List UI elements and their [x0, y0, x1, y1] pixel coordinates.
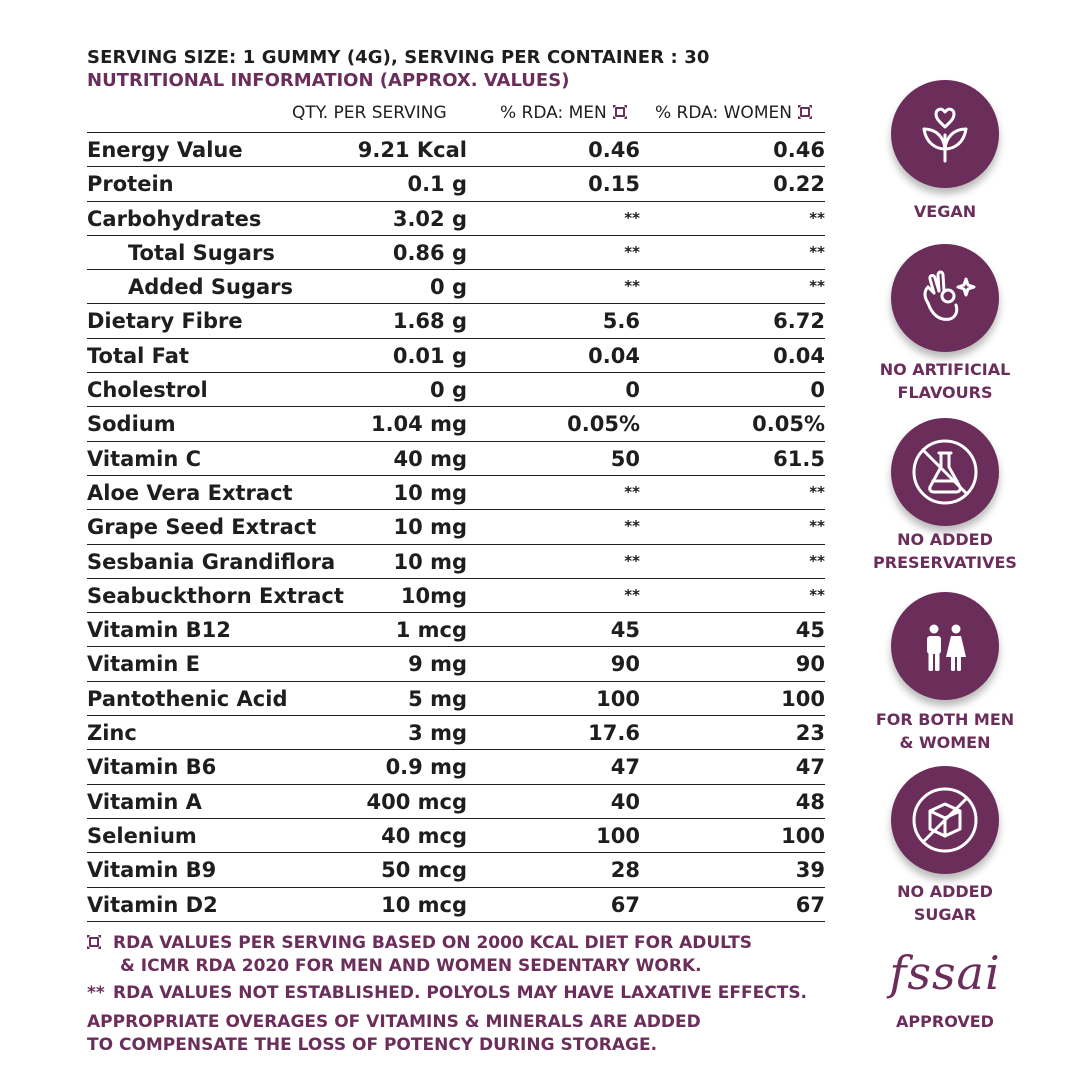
column-header-rda-women-label: % RDA: WOMEN	[655, 103, 792, 123]
table-row	[87, 304, 825, 338]
nutrient-name: Dietary Fibre	[87, 309, 243, 334]
rda-men-value: **	[624, 208, 640, 227]
nutrient-name: Vitamin B12	[87, 618, 231, 643]
rda-women-value: 0.46	[773, 138, 825, 162]
nutrient-name: Seabuckthorn Extract	[87, 583, 344, 608]
rda-women-value: **	[809, 277, 825, 296]
table-row	[87, 510, 825, 544]
nutrient-name: Vitamin B6	[87, 755, 217, 780]
qty-per-serving: 1 mcg	[395, 618, 467, 643]
qty-per-serving: 40 mg	[393, 446, 467, 471]
rda-men-value: 5.6	[602, 309, 640, 334]
man-woman-icon	[891, 592, 999, 700]
nutrient-name: Energy Value	[87, 138, 243, 162]
nutrient-name: Protein	[87, 172, 174, 197]
header	[87, 47, 847, 93]
vegan-leaf-heart-icon	[891, 80, 999, 188]
qty-per-serving: 5 mg	[408, 686, 467, 711]
qty-per-serving: 0.86 g	[392, 240, 467, 265]
qty-per-serving: 0.01 g	[392, 343, 467, 368]
overages-note-line1: APPROPRIATE OVERAGES OF VITAMINS & MINERALS ARE ADDED	[87, 1012, 701, 1032]
rda-men-value: **	[624, 482, 640, 501]
table-row	[87, 476, 825, 510]
no-sugar-cube-icon	[891, 766, 999, 874]
rda-men-value: 100	[596, 823, 640, 848]
table-row	[87, 819, 825, 853]
rda-men-value: 90	[610, 652, 640, 677]
nutrient-name: Vitamin A	[87, 789, 202, 814]
qty-per-serving: 0 g	[430, 275, 467, 300]
rda-men-value: **	[624, 277, 640, 296]
nutrition-table	[87, 132, 825, 922]
table-row	[87, 888, 825, 922]
column-header-rda-men-label: % RDA: MEN	[500, 103, 607, 123]
table-row	[87, 236, 825, 270]
fssai-approval	[878, 948, 1012, 1031]
footnotes	[87, 932, 867, 1057]
nutrient-name: Sesbania Grandiflora	[87, 549, 336, 574]
qty-per-serving: 400 mcg	[366, 789, 467, 814]
nutrition-title: NUTRITIONAL INFORMATION (APPROX. VALUES)	[87, 70, 570, 91]
table-row	[87, 270, 825, 304]
rda-note-line2: & ICMR RDA 2020 FOR MEN AND WOMEN SEDENTARY WORK.	[120, 956, 702, 976]
rda-women-value: **	[809, 551, 825, 570]
badge-no-sugar-label	[850, 880, 1040, 926]
nutrient-name: Total Fat	[87, 343, 190, 368]
qty-per-serving: 10 mg	[393, 549, 467, 574]
rda-men-value: **	[624, 585, 640, 604]
nutrient-name: Carbohydrates	[87, 206, 262, 231]
table-row	[87, 133, 825, 167]
rda-men-value: **	[624, 242, 640, 261]
rda-women-value: 0.05%	[752, 412, 825, 437]
hand-ok-sparkle-icon	[891, 244, 999, 352]
badge-men-women-line2: & WOMEN	[899, 733, 991, 752]
nutrient-name: Selenium	[87, 823, 197, 848]
table-row	[87, 853, 825, 887]
table-row	[87, 545, 825, 579]
rda-men-value: 47	[610, 755, 640, 780]
qty-per-serving: 1.68 g	[392, 309, 467, 334]
rda-men-value: 67	[610, 892, 640, 917]
nutrient-name: Aloe Vera Extract	[87, 480, 293, 505]
column-header-rda-men	[500, 103, 627, 127]
rda-men-value: 0.15	[588, 172, 640, 197]
badge-no-added-preservatives	[873, 418, 1017, 572]
table-row	[87, 750, 825, 784]
rda-women-value: 45	[795, 618, 825, 643]
qty-per-serving: 10mg	[400, 583, 467, 608]
not-established-text: RDA VALUES NOT ESTABLISHED. POLYOLS MAY HAVE LAXATIVE EFFECTS.	[113, 983, 808, 1003]
column-header-rda-women	[655, 103, 812, 127]
rda-note-line1	[87, 932, 867, 955]
rda-men-value: 0	[625, 378, 640, 403]
double-star-mark: **	[87, 983, 105, 1003]
nutrient-name: Vitamin C	[87, 446, 202, 471]
nutrient-name: Pantothenic Acid	[87, 686, 288, 711]
nutrient-name: Grape Seed Extract	[87, 515, 317, 540]
rda-women-value: **	[809, 242, 825, 261]
rda-women-value: **	[809, 482, 825, 501]
rda-women-value: 47	[795, 755, 825, 780]
qty-per-serving: 0 g	[430, 378, 467, 403]
table-row	[87, 579, 825, 613]
rda-women-value: 90	[795, 652, 825, 677]
badge-vegan	[890, 80, 1000, 221]
badge-no-preservatives-label	[850, 528, 1040, 574]
table-row	[87, 339, 825, 373]
rda-women-value: 0.04	[773, 343, 825, 368]
badge-no-added-sugar	[890, 766, 1000, 924]
nutrient-name: Added Sugars	[128, 275, 294, 300]
qty-per-serving: 40 mcg	[381, 823, 467, 848]
serving-size-text: SERVING SIZE: 1 GUMMY (4G), SERVING PER CONTAINER : 30	[87, 47, 710, 68]
rda-men-value: 100	[596, 686, 640, 711]
rda-symbol-icon	[613, 105, 627, 119]
rda-symbol-icon	[87, 935, 101, 949]
nutrient-name: Vitamin E	[87, 652, 200, 677]
rda-men-value: 0.05%	[567, 412, 640, 437]
nutrient-name: Total Sugars	[128, 240, 275, 265]
badge-for-both-men-women	[875, 592, 1015, 752]
nutrient-name: Sodium	[87, 412, 176, 437]
badge-men-women-line1: FOR BOTH MEN	[875, 710, 1015, 729]
badge-no-artificial-line2: FLAVOURS	[897, 383, 993, 402]
rda-men-value: 28	[610, 858, 640, 883]
qty-per-serving: 3.02 g	[392, 206, 467, 231]
nutrient-name: Cholestrol	[87, 378, 208, 403]
nutrient-name: Vitamin D2	[87, 892, 218, 917]
badge-no-artificial-label	[850, 358, 1040, 404]
rda-symbol-icon	[798, 105, 812, 119]
badge-no-artificial-line1: NO ARTIFICIAL	[879, 360, 1011, 379]
badge-no-preservatives-line2: PRESERVATIVES	[873, 553, 1017, 572]
rda-women-value: **	[809, 517, 825, 536]
badge-vegan-line1: VEGAN	[913, 202, 977, 221]
rda-women-value: 61.5	[773, 446, 825, 471]
rda-women-value: **	[809, 585, 825, 604]
rda-men-value: 45	[610, 618, 640, 643]
rda-women-value: 23	[795, 721, 825, 746]
qty-per-serving: 0.9 mg	[385, 755, 467, 780]
table-row	[87, 785, 825, 819]
fssai-approved-label: APPROVED	[896, 1012, 994, 1031]
rda-men-value: 50	[610, 446, 640, 471]
qty-per-serving: 10 mcg	[381, 892, 467, 917]
rda-women-value: 100	[781, 823, 825, 848]
table-row	[87, 647, 825, 681]
table-row	[87, 716, 825, 750]
qty-per-serving: 9 mg	[408, 652, 467, 677]
table-row	[87, 442, 825, 476]
rda-note-line1-text: RDA VALUES PER SERVING BASED ON 2000 KCAL DIET FOR ADULTS	[113, 933, 753, 953]
rda-women-value: 39	[795, 858, 825, 883]
rda-women-value: 67	[795, 892, 825, 917]
qty-per-serving: 10 mg	[393, 515, 467, 540]
rda-men-value: **	[624, 551, 640, 570]
column-header-qty: QTY. PER SERVING	[292, 103, 447, 123]
rda-women-value: 6.72	[773, 309, 825, 334]
badge-men-women-label	[850, 708, 1040, 754]
rda-men-value: 40	[610, 789, 640, 814]
no-flask-icon	[891, 418, 999, 526]
qty-per-serving: 10 mg	[393, 480, 467, 505]
rda-men-value: 17.6	[588, 721, 640, 746]
table-row	[87, 407, 825, 441]
overages-note-line2: TO COMPENSATE THE LOSS OF POTENCY DURING STORAGE.	[87, 1035, 658, 1055]
badge-vegan-label	[850, 200, 1040, 223]
badge-no-artificial-flavours	[879, 244, 1011, 402]
table-row	[87, 167, 825, 201]
nutrient-name: Vitamin B9	[87, 858, 217, 883]
rda-men-value: **	[624, 517, 640, 536]
table-row	[87, 202, 825, 236]
rda-women-value: 48	[795, 789, 825, 814]
rda-women-value: 100	[781, 686, 825, 711]
not-established-note	[87, 982, 867, 1005]
rda-women-value: **	[809, 208, 825, 227]
badge-no-preservatives-line1: NO ADDED	[897, 530, 993, 549]
nutrient-name: Zinc	[87, 721, 137, 746]
qty-per-serving: 3 mg	[408, 721, 467, 746]
rda-men-value: 0.46	[588, 138, 640, 162]
qty-per-serving: 9.21 Kcal	[357, 138, 467, 162]
qty-per-serving: 1.04 mg	[370, 412, 467, 437]
table-row	[87, 682, 825, 716]
qty-per-serving: 0.1 g	[407, 172, 467, 197]
table-row	[87, 613, 825, 647]
rda-women-value: 0	[810, 378, 825, 403]
fssai-logo: fssai	[889, 946, 1001, 1000]
qty-per-serving: 50 mcg	[381, 858, 467, 883]
rda-women-value: 0.22	[773, 172, 825, 197]
table-row	[87, 373, 825, 407]
rda-men-value: 0.04	[588, 343, 640, 368]
badge-no-sugar-line2: SUGAR	[913, 905, 977, 924]
badge-no-sugar-line1: NO ADDED	[897, 882, 993, 901]
